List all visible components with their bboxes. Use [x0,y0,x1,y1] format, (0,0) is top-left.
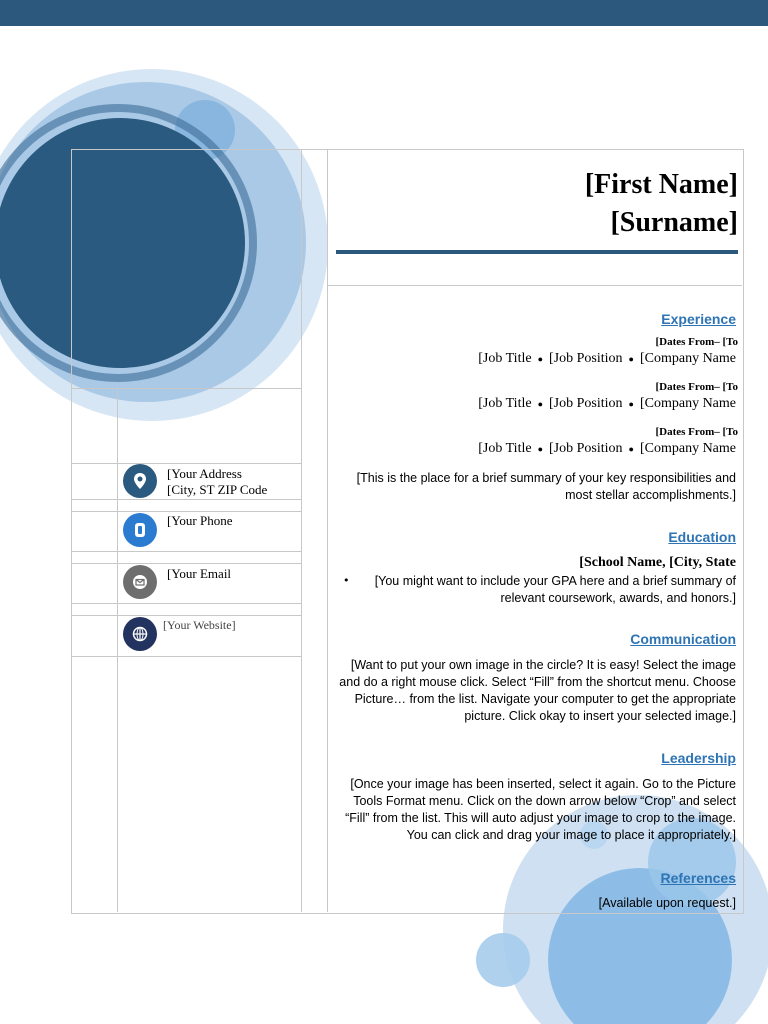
references-heading[interactable]: References [660,870,736,886]
job-1-company[interactable]: [Company Name [639,351,736,366]
job-3-line [478,441,736,457]
job-2-company[interactable]: [Company Name [639,396,736,411]
separator-dot: ● [628,399,634,409]
job-2-dates[interactable]: [Dates From– [To [655,381,738,393]
job-2-line [478,396,736,412]
separator-dot: ● [628,444,634,454]
grid-line [71,615,301,616]
references-text[interactable]: [Available upon request.] [598,896,736,910]
email-icon [123,565,157,599]
grid-line [71,499,301,500]
job-3-title[interactable]: [Job Title [478,441,532,456]
grid-line [71,603,301,604]
separator-dot: ● [537,444,544,454]
job-2-position[interactable]: [Job Position [549,396,623,411]
grid-line [327,149,328,912]
grid-line [71,463,301,464]
grid-line [117,388,118,912]
communication-text[interactable]: [Want to put your own image in the circle? It is easy! Select the image and do a right mouse click. Select “Fill” from the shortcut menu. Choose Picture… from the list. Navigate your computer to get the appropriate picture. Click okay to insert your selected image.] [339,658,736,723]
separator-dot: ● [537,399,544,409]
education-bullet[interactable]: [You might want to include your GPA here and a brief summary of relevant coursework, awards, and honors.] [374,574,736,605]
job-1-title[interactable]: [Job Title [478,351,532,366]
grid-line [71,388,301,389]
grid-line [301,149,302,912]
grid-line [327,285,742,286]
phone[interactable]: [Your Phone [167,513,233,528]
experience-summary[interactable]: [This is the place for a brief summary of your key responsibilities and most stellar accomplishments.] [356,471,736,502]
address-line-2[interactable]: [City, ST ZIP Code [167,482,268,497]
job-1-dates[interactable]: [Dates From– [To [655,336,738,348]
job-3-dates[interactable]: [Dates From– [To [655,426,738,438]
job-1-position[interactable]: [Job Position [549,351,623,366]
email[interactable]: [Your Email [167,566,232,581]
job-1-line [478,351,736,367]
separator-dot: ● [628,354,634,364]
grid-line [71,656,301,657]
leadership-heading[interactable]: Leadership [661,750,736,766]
location-pin-icon [123,464,157,498]
address-line-1[interactable]: [Your Address [167,466,242,481]
grid-line [71,551,301,552]
name-divider [336,250,738,254]
grid-line [71,511,301,512]
job-3-position[interactable]: [Job Position [549,441,623,456]
first-name[interactable]: [First Name] [584,169,738,200]
job-3-company[interactable]: [Company Name [639,441,736,456]
website-icon [123,617,157,651]
communication-heading[interactable]: Communication [630,631,736,647]
website[interactable]: [Your Website] [163,618,236,632]
phone-icon [123,513,157,547]
education-school[interactable]: [School Name, [City, State [579,555,736,570]
leadership-text[interactable]: [Once your image has been inserted, select it again. Go to the Picture Tools Format menu. Click on the down arrow below “Crop” and select “Fill” from the list. This will auto adjust your image to crop to the image. You can click and drag your image to place it appropriately.] [345,777,736,842]
education-heading[interactable]: Education [668,529,736,545]
surname[interactable]: [Surname] [610,207,738,238]
bullet-icon: • [343,574,350,587]
job-2-title[interactable]: [Job Title [478,396,532,411]
separator-dot: ● [537,354,544,364]
experience-heading[interactable]: Experience [661,311,736,327]
grid-line [71,563,301,564]
